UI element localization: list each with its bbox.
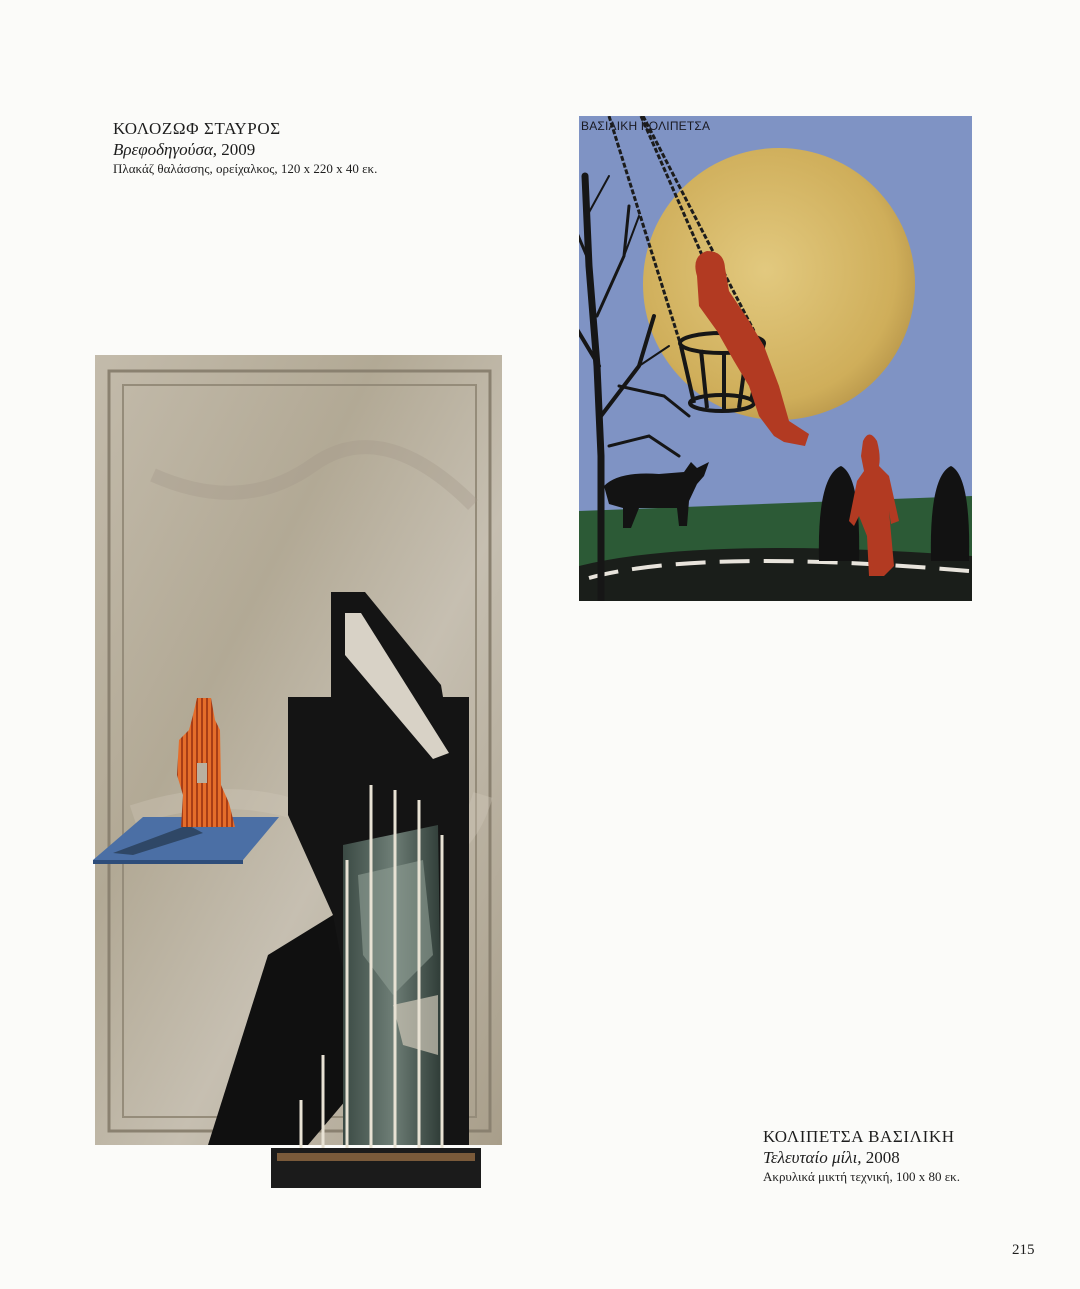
- artwork2-medium: Ακρυλικά μικτή τεχνική, 100 x 80 εκ.: [763, 1168, 960, 1184]
- artwork2-image: [579, 116, 972, 601]
- artwork2-title-line: [763, 1147, 960, 1168]
- artwork2-year: 2008: [865, 1148, 900, 1168]
- artwork2-caption: [763, 1126, 960, 1185]
- artwork1-caption: [113, 118, 377, 177]
- artwork2-overlay-label: ΒΑΣΙΛΙΚΗ ΚΟΛΙΠΕΤΣΑ: [581, 119, 711, 133]
- artwork2-artist: ΚΟΛΙΠΕΤΣΑ ΒΑΣΙΛΙΚΗ: [763, 1127, 955, 1146]
- page-number: 215: [1012, 1242, 1035, 1258]
- artwork1-title: Βρεφοδηγούσα,: [113, 140, 218, 160]
- artwork2-title: Τελευταίο μίλι,: [763, 1148, 862, 1168]
- artwork1-artist: ΚΟΛΟΖΩΦ ΣΤΑΥΡΟΣ: [113, 119, 281, 138]
- artwork1-title-line: [113, 139, 377, 160]
- artwork1-image: [93, 355, 504, 1188]
- artwork1-medium: Πλακάζ θαλάσσης, ορείχαλκος, 120 x 220 x 40 εκ.: [113, 160, 378, 176]
- artwork1-year: 2009: [221, 140, 256, 160]
